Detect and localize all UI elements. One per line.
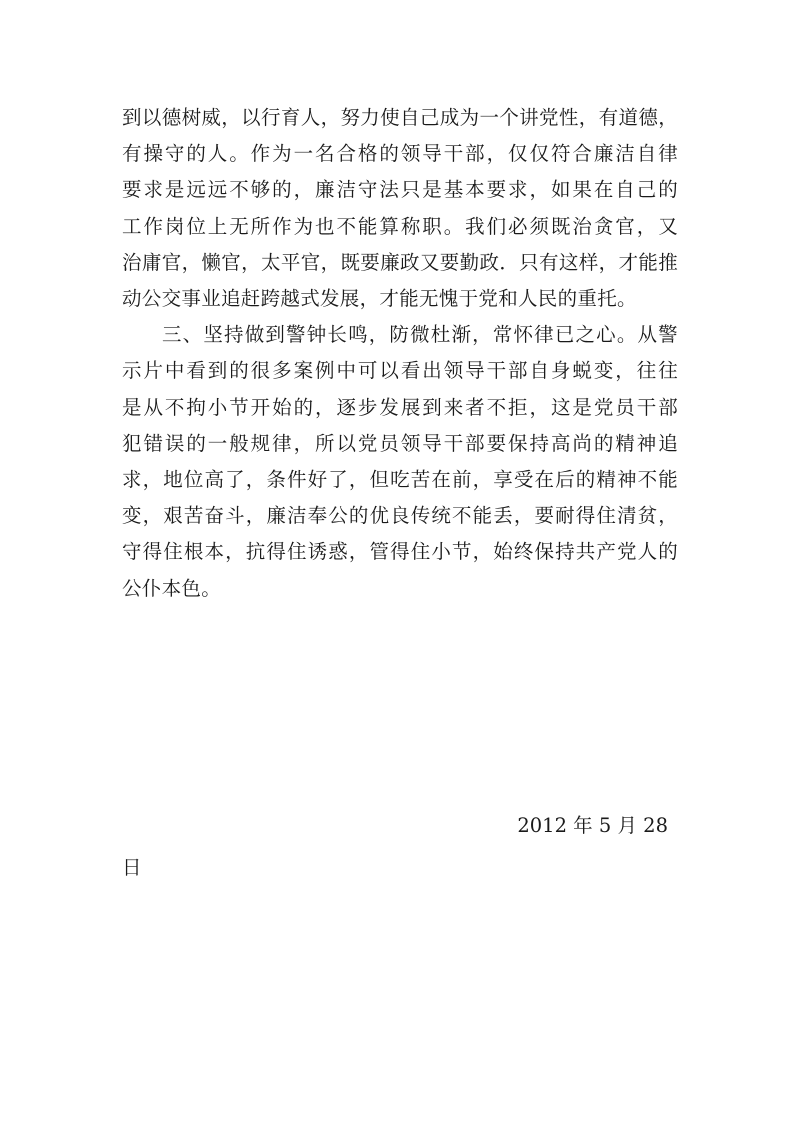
text-line: 公仆本色。: [122, 576, 222, 600]
text-line: 是从不拘小节开始的，逐步发展到来者不拒，这是党员干部: [122, 395, 678, 419]
signature-date-day: 日: [122, 856, 142, 879]
document-body: [122, 100, 678, 607]
text-line: 守得住根本，抗得住诱惑，管得住小节，始终保持共产党人的: [122, 540, 678, 564]
paragraph-three-first-line: 三、坚持做到警钟长鸣，防微杜渐，常怀律已之心。从警: [162, 323, 678, 347]
text-line: 要求是远远不够的，廉洁守法只是基本要求，如果在自己的: [122, 178, 678, 202]
text-line: 动公交事业追赶跨越式发展，才能无愧于党和人民的重托。: [122, 287, 637, 311]
text-line: 示片中看到的很多案例中可以看出领导干部自身蜕变，往往: [122, 359, 678, 383]
text-line: 工作岗位上无所作为也不能算称职。我们必须既治贪官，又: [122, 214, 678, 238]
text-line: 到以德树威，以行育人，努力使自己成为一个讲党性，有道德，: [122, 106, 678, 129]
text-line: 变，艰苦奋斗，廉洁奉公的优良传统不能丢，要耐得住清贫，: [122, 504, 678, 528]
text-line: 治庸官，懒官，太平官，既要廉政又要勤政．只有这样，才能推: [122, 250, 678, 274]
text-line: 犯错误的一般规律，所以党员领导干部要保持高尚的精神追: [122, 431, 678, 455]
text-line: 求，地位高了，条件好了，但吃苦在前，享受在后的精神不能: [122, 468, 678, 492]
text-line: 有操守的人。作为一名合格的领导干部，仅仅符合廉洁自律: [122, 142, 678, 166]
signature-date: 2012 年 5 月 28: [517, 814, 668, 837]
